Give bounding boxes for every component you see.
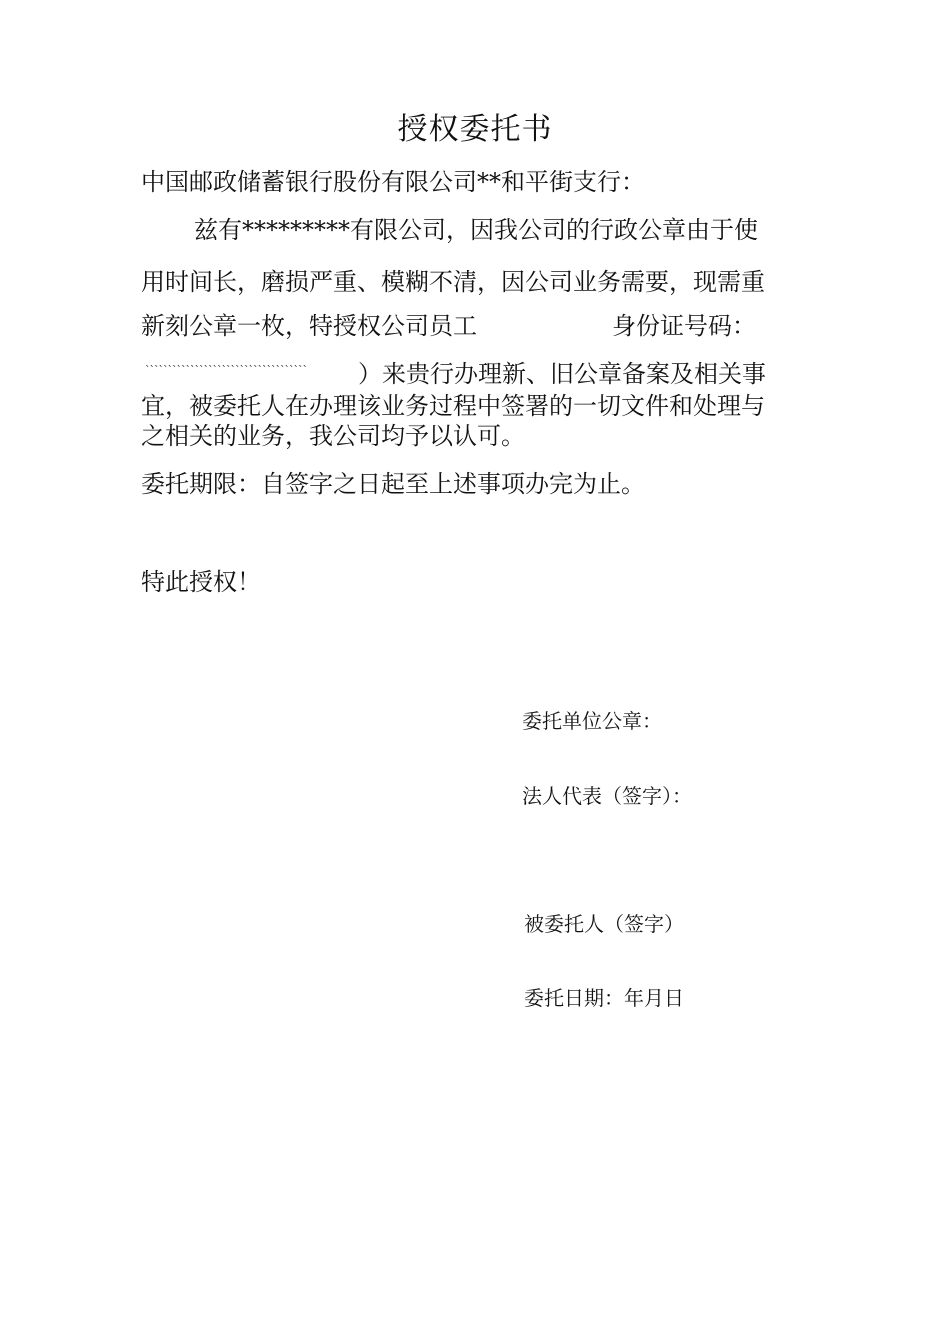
body-line-1: 兹有*********有限公司，因我公司的行政公章由于使 [194, 216, 758, 244]
body-line-3-part-2: 身份证号码： [612, 312, 756, 340]
date-label: 委托日期：年月日 [524, 986, 684, 1010]
body-line-4: ）来贵行办理新、旧公章备案及相关事 [358, 360, 766, 388]
addressee: 中国邮政储蓄银行股份有限公司**和平街支行： [141, 168, 645, 196]
id-number-placeholder: ˋˋˋˋˋˋˋˋˋˋˋˋˋˋˋˋˋˋˋˋˋˋˋˋˋˋˋˋˋˋˋˋˋˋˋˋ [145, 364, 307, 377]
body-line-5: 宜，被委托人在办理该业务过程中签署的一切文件和处理与 [141, 392, 765, 420]
company-seal-label: 委托单位公章： [522, 709, 662, 733]
agent-signature-label: 被委托人（签字） [524, 912, 684, 936]
body-line-2: 用时间长，磨损严重、模糊不清，因公司业务需要，现需重 [141, 268, 765, 296]
body-line-3-part-1: 新刻公章一枚，特授权公司员工 [141, 312, 477, 340]
term-line: 委托期限：自签字之日起至上述事项办完为止。 [141, 470, 645, 498]
closing-line: 特此授权！ [141, 568, 261, 596]
body-line-6: 之相关的业务，我公司均予以认可。 [141, 422, 525, 450]
legal-rep-signature-label: 法人代表（签字）： [522, 784, 692, 808]
document-title: 授权委托书 [397, 112, 553, 147]
